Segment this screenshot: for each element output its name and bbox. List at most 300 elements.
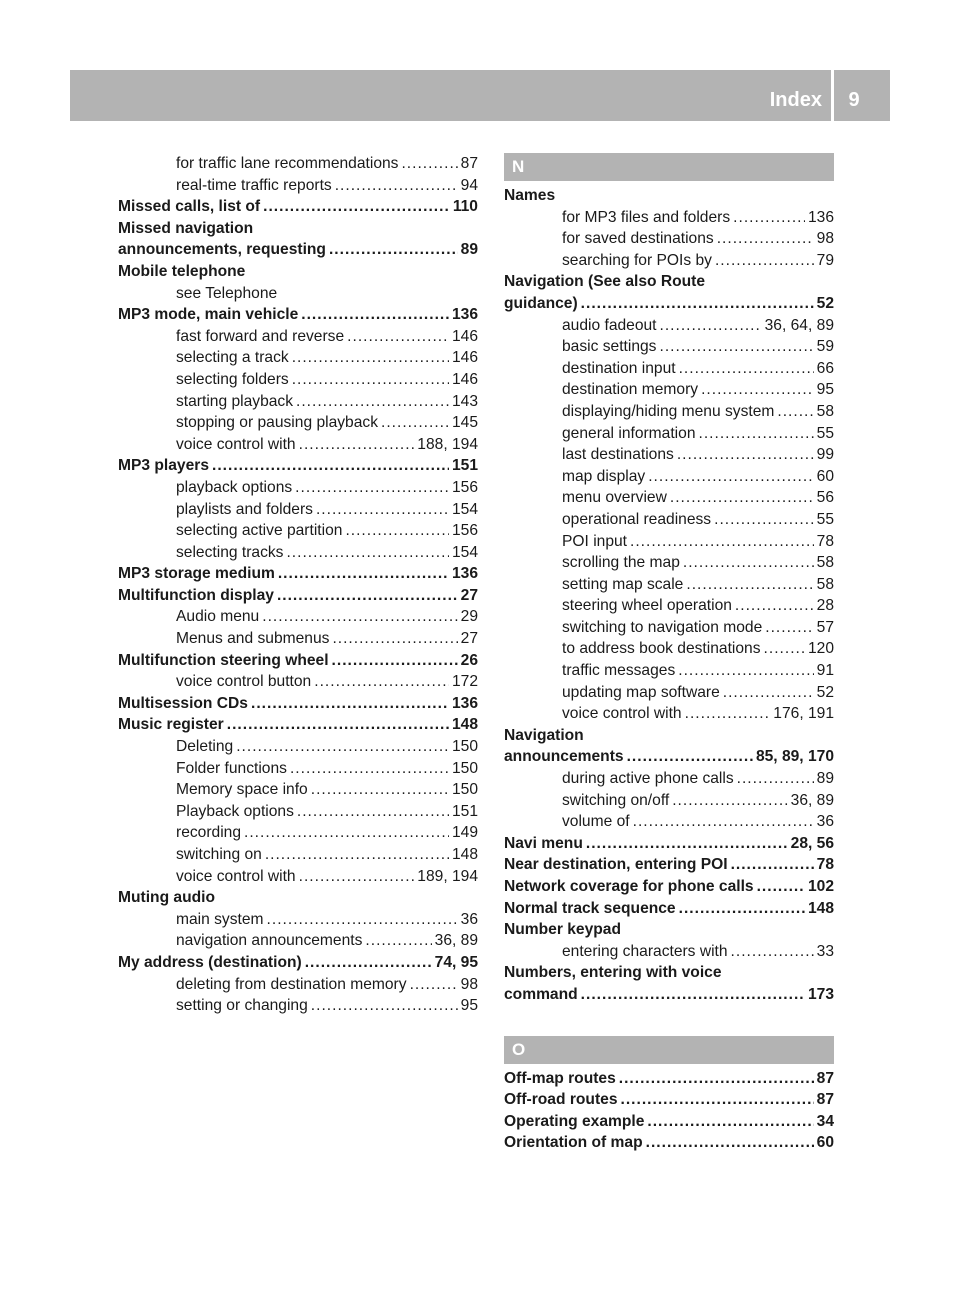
dot-leader: [581, 293, 814, 315]
page-reference: 136: [451, 694, 478, 712]
page-reference: 27: [460, 630, 478, 648]
entry-term: MP3 storage medium: [118, 565, 275, 583]
page-reference: 136: [451, 565, 478, 583]
index-subentry: [118, 779, 478, 801]
index-subentry: [118, 671, 478, 693]
section-letter-header: N: [504, 153, 834, 181]
page-reference: 136: [807, 208, 834, 226]
dot-leader: [723, 682, 814, 704]
entry-term: playlists and folders: [176, 500, 313, 518]
entry-term: traffic messages: [562, 662, 676, 680]
page-reference: 36, 89: [434, 932, 478, 950]
dot-leader: [365, 930, 431, 952]
entry-term: My address (destination): [118, 953, 302, 971]
entry-term: basic settings: [562, 338, 657, 356]
entry-term: stopping or pausing playback: [176, 414, 378, 432]
entry-term: Normal track sequence: [504, 899, 676, 917]
entry-term: Network coverage for phone calls: [504, 878, 754, 895]
entry-term: selecting tracks: [176, 543, 284, 561]
entry-term: playback options: [176, 478, 293, 496]
page-reference: 143: [451, 392, 478, 410]
entry-term: during active phone calls: [562, 770, 734, 788]
dot-leader: [735, 595, 814, 617]
page-reference: 99: [816, 446, 834, 464]
entry-term: entering characters with: [562, 942, 728, 960]
dot-leader: [329, 239, 458, 261]
index-subentry: [118, 995, 478, 1017]
index-subentry: [504, 682, 834, 704]
page-reference: 33: [816, 942, 834, 960]
dot-leader: [401, 153, 457, 175]
entry-term: Navigation: [504, 726, 584, 744]
header-divider: [831, 70, 834, 121]
entry-term: switching on: [176, 846, 262, 863]
index-subentry: [504, 660, 834, 682]
dot-leader: [265, 844, 449, 866]
index-subentry: [118, 801, 478, 823]
dot-leader: [714, 509, 814, 531]
page-reference: 55: [816, 424, 834, 442]
page-reference: 56: [816, 489, 834, 507]
dot-leader: [621, 1089, 814, 1111]
index-subentry: [504, 487, 834, 509]
dot-leader: [678, 660, 813, 682]
index-subentry: [504, 336, 834, 358]
entry-term: steering wheel operation: [562, 597, 732, 615]
page-reference: 87: [816, 1069, 834, 1087]
index-subentry: [504, 250, 834, 272]
index-entry: [504, 919, 834, 941]
index-subentry: [504, 574, 834, 596]
page-reference: 36, 89: [790, 791, 834, 809]
index-subentry: [118, 477, 478, 499]
dot-leader: [685, 703, 771, 725]
dot-leader: [777, 401, 813, 423]
index-entry: [504, 185, 834, 207]
dot-leader: [332, 628, 457, 650]
page-reference: 58: [816, 554, 834, 572]
entry-term: Mobile telephone: [118, 262, 246, 280]
index-entry: [118, 239, 478, 261]
page-reference: 66: [816, 359, 834, 377]
entry-term: Near destination, entering POI: [504, 856, 728, 874]
dot-leader: [683, 552, 814, 574]
page-reference: 94: [460, 176, 478, 194]
index-entry: [504, 1111, 834, 1133]
dot-leader: [627, 746, 753, 768]
index-column-right: [504, 153, 834, 1154]
dot-leader: [345, 520, 449, 542]
index-subentry: [118, 930, 478, 952]
index-column-left: [118, 153, 478, 1017]
dot-leader: [263, 196, 450, 218]
entry-term: MP3 mode, main vehicle: [118, 306, 299, 324]
index-entry: [118, 261, 478, 283]
entry-term: main system: [176, 910, 264, 928]
dot-leader: [381, 412, 449, 434]
index-subentry: [118, 822, 478, 844]
page-reference: 55: [816, 510, 834, 528]
page-reference: 148: [451, 716, 478, 734]
entry-term: Navi menu: [504, 834, 583, 852]
entry-term: switching to navigation mode: [562, 618, 763, 636]
index-subentry: [118, 412, 478, 434]
index-subentry: [118, 844, 478, 866]
index-entry: [504, 984, 834, 1006]
dot-leader: [316, 499, 449, 521]
dot-leader: [262, 606, 457, 628]
page-reference: 87: [816, 1091, 834, 1109]
entry-term: see Telephone: [176, 284, 278, 302]
dot-leader: [757, 876, 805, 898]
entry-term: Audio menu: [176, 608, 260, 626]
dot-leader: [305, 952, 432, 974]
page-reference: 89: [460, 241, 478, 259]
page-reference: 151: [451, 802, 478, 820]
index-subentry: [118, 520, 478, 542]
page-reference: 34: [816, 1112, 834, 1130]
dot-leader: [717, 228, 814, 250]
index-entry: [118, 887, 478, 909]
entry-term: voice control with: [562, 705, 682, 723]
index-subentry: [504, 444, 834, 466]
index-subentry: [118, 628, 478, 650]
index-subentry: [504, 228, 834, 250]
dot-leader: [277, 585, 458, 607]
index-subentry: [504, 768, 834, 790]
index-entry: [504, 293, 834, 315]
index-subentry: [118, 326, 478, 348]
page-reference: 150: [451, 781, 478, 799]
index-entry: [504, 746, 834, 768]
dot-leader: [267, 909, 458, 931]
entry-term: audio fadeout: [562, 316, 657, 334]
page-reference: 95: [816, 381, 834, 399]
page-reference: 28: [816, 597, 834, 615]
dot-leader: [295, 477, 449, 499]
dot-leader: [290, 758, 449, 780]
entry-term: for MP3 files and folders: [562, 208, 731, 226]
entry-term: Deleting: [176, 738, 234, 756]
index-subentry: [504, 703, 834, 725]
entry-term: for saved destinations: [562, 230, 714, 248]
index-subentry: [118, 434, 478, 456]
dot-leader: [311, 779, 449, 801]
index-entry: [504, 1089, 834, 1111]
entry-term: Menus and submenus: [176, 630, 330, 648]
page-reference: 176, 191: [773, 705, 834, 723]
entry-term: Muting audio: [118, 889, 216, 907]
entry-term: setting map scale: [562, 575, 684, 593]
dot-leader: [733, 207, 805, 229]
dot-leader: [286, 542, 449, 564]
index-subentry: [504, 941, 834, 963]
dot-leader: [347, 326, 449, 348]
index-subentry: [504, 811, 834, 833]
entry-term: POI input: [562, 532, 628, 550]
entry-term: Multifunction steering wheel: [118, 651, 329, 669]
page-reference: 189, 194: [417, 867, 478, 885]
dot-leader: [296, 391, 449, 413]
entry-term: voice control button: [176, 673, 312, 691]
dot-leader: [292, 369, 449, 391]
page-reference: 74, 95: [434, 953, 478, 971]
index-subentry: [504, 617, 834, 639]
section-letter-header: O: [504, 1036, 834, 1064]
page-reference: 146: [451, 327, 478, 345]
page-reference: 145: [451, 414, 478, 432]
entry-term: Multifunction display: [118, 586, 274, 604]
page-reference: 188, 194: [417, 435, 478, 453]
entry-term: destination input: [562, 359, 676, 377]
entry-term: Missed calls, list of: [118, 198, 261, 216]
dot-leader: [677, 444, 814, 466]
index-subentry: [504, 595, 834, 617]
page-reference: 102: [807, 878, 834, 895]
index-entry: [504, 898, 834, 920]
page-reference: 36: [816, 813, 834, 831]
page-reference: 149: [451, 824, 478, 842]
dot-leader: [731, 854, 814, 876]
dot-leader: [648, 466, 813, 488]
dot-leader: [335, 175, 458, 197]
entry-term: switching on/off: [562, 791, 670, 809]
entry-term: MP3 players: [118, 457, 210, 475]
entry-term: announcements: [504, 748, 624, 766]
index-subentry: [118, 369, 478, 391]
page-reference: 151: [451, 457, 478, 475]
page-reference: 156: [451, 478, 478, 496]
page-reference: 78: [816, 532, 834, 550]
dot-leader: [764, 638, 805, 660]
dot-leader: [679, 898, 805, 920]
page-reference: 154: [451, 543, 478, 561]
index-entry: [118, 650, 478, 672]
entry-term: Memory space info: [176, 781, 308, 799]
page-reference: 79: [816, 251, 834, 269]
page-reference: 60: [816, 467, 834, 485]
entry-term: Playback options: [176, 802, 294, 820]
page-reference: 57: [816, 618, 834, 636]
entry-term: deleting from destination memory: [176, 975, 407, 993]
index-entry: [504, 725, 834, 747]
index-entry: [504, 962, 834, 984]
dot-leader: [630, 531, 814, 553]
index-subentry: [504, 531, 834, 553]
dot-leader: [299, 434, 415, 456]
index-subentry: [504, 315, 834, 337]
page-reference: 150: [451, 738, 478, 756]
page-reference: 59: [816, 338, 834, 356]
page-reference: 29: [460, 608, 478, 626]
dot-leader: [672, 790, 787, 812]
entry-term: Orientation of map: [504, 1134, 643, 1152]
page-reference: 150: [451, 759, 478, 777]
section-gap: [504, 1006, 834, 1036]
entry-term: Number keypad: [504, 921, 621, 939]
page-reference: 87: [460, 155, 478, 172]
index-entry: [504, 854, 834, 876]
entry-term: command: [504, 985, 578, 1003]
entry-term: for traffic lane recommendations: [176, 155, 399, 172]
index-entry: [504, 271, 834, 293]
entry-term: Numbers, entering with voice: [504, 964, 722, 982]
index-subentry: [504, 379, 834, 401]
page-reference: 60: [816, 1134, 834, 1152]
index-entry: [118, 304, 478, 326]
index-subentry: [118, 347, 478, 369]
dot-leader: [646, 1132, 814, 1154]
page-reference: 78: [816, 856, 834, 874]
index-entry: [118, 952, 478, 974]
dot-leader: [619, 1068, 814, 1090]
index-entry: [504, 1132, 834, 1154]
page-reference: 136: [451, 306, 478, 324]
entry-term: Folder functions: [176, 759, 287, 777]
dot-leader: [314, 671, 449, 693]
index-subentry: [118, 758, 478, 780]
index-subentry: [118, 153, 478, 175]
page-reference: 36, 64, 89: [764, 316, 834, 334]
index-subentry: [504, 358, 834, 380]
dot-leader: [670, 487, 814, 509]
index-entry: [118, 218, 478, 240]
entry-term: destination memory: [562, 381, 699, 399]
page-reference: 172: [451, 673, 478, 691]
entry-term: searching for POIs by: [562, 251, 712, 269]
entry-term: voice control with: [176, 867, 296, 885]
page-reference: 98: [460, 975, 478, 993]
entry-term: operational readiness: [562, 510, 712, 528]
index-entry: [118, 714, 478, 736]
dot-leader: [278, 563, 449, 585]
dot-leader: [659, 336, 813, 358]
dot-leader: [647, 1111, 813, 1133]
dot-leader: [244, 822, 449, 844]
index-entry: [504, 1068, 834, 1090]
entry-term: starting playback: [176, 392, 294, 410]
dot-leader: [292, 347, 449, 369]
page-reference: 120: [807, 640, 834, 658]
page-reference: 36: [460, 910, 478, 928]
index-subentry: [504, 207, 834, 229]
dot-leader: [581, 984, 805, 1006]
index-subentry: [504, 509, 834, 531]
entry-term: selecting a track: [176, 349, 289, 367]
index-subentry: [504, 466, 834, 488]
page-reference: 26: [460, 651, 478, 669]
page-reference: 95: [460, 997, 478, 1015]
index-subentry: [504, 552, 834, 574]
dot-leader: [410, 974, 458, 996]
dot-leader: [715, 250, 814, 272]
page-reference: 173: [807, 985, 834, 1003]
entry-term: Names: [504, 187, 556, 204]
page-reference: 52: [816, 294, 834, 312]
dot-leader: [686, 574, 813, 596]
dot-leader: [227, 714, 449, 736]
index-entry: [118, 585, 478, 607]
page-reference: 154: [451, 500, 478, 518]
page-reference: 27: [460, 586, 478, 604]
index-subentry: [118, 283, 478, 305]
dot-leader: [765, 617, 813, 639]
index-subentry: [118, 909, 478, 931]
page-reference: 52: [816, 683, 834, 701]
index-subentry: [118, 974, 478, 996]
index-subentry: [118, 866, 478, 888]
entry-term: last destinations: [562, 446, 674, 464]
dot-leader: [212, 455, 449, 477]
entry-term: voice control with: [176, 435, 296, 453]
entry-term: general information: [562, 424, 696, 442]
entry-term: Operating example: [504, 1112, 645, 1130]
dot-leader: [299, 866, 415, 888]
dot-leader: [236, 736, 449, 758]
entry-term: scrolling the map: [562, 554, 680, 572]
index-subentry: [118, 391, 478, 413]
entry-term: volume of: [562, 813, 630, 831]
dot-leader: [311, 995, 458, 1017]
entry-term: Navigation (See also Route: [504, 273, 706, 291]
index-entry: [118, 693, 478, 715]
page-reference: 110: [452, 198, 478, 216]
page-reference: 148: [807, 899, 834, 917]
dot-leader: [660, 315, 762, 337]
page-reference: 91: [816, 662, 834, 680]
entry-term: fast forward and reverse: [176, 327, 345, 345]
entry-term: Multisession CDs: [118, 694, 248, 712]
entry-term: updating map software: [562, 683, 720, 701]
index-entry: [118, 455, 478, 477]
index-entry: [504, 876, 834, 898]
dot-leader: [699, 423, 814, 445]
header-title: Index: [769, 89, 822, 111]
dot-leader: [586, 833, 788, 855]
page-reference: 28, 56: [790, 834, 834, 852]
page-number: 9: [848, 89, 860, 111]
page-reference: 58: [816, 402, 834, 420]
page-reference: 146: [451, 370, 478, 388]
index-subentry: [504, 790, 834, 812]
entry-term: recording: [176, 824, 242, 842]
entry-term: menu overview: [562, 489, 667, 507]
dot-leader: [731, 941, 814, 963]
entry-term: Music register: [118, 716, 224, 734]
index-entry: [118, 563, 478, 585]
entry-term: to address book destinations: [562, 640, 761, 658]
entry-term: displaying/hiding menu system: [562, 402, 775, 420]
page-reference: 146: [451, 349, 478, 367]
entry-term: real-time traffic reports: [176, 176, 332, 194]
entry-term: selecting folders: [176, 370, 289, 388]
entry-term: Off-road routes: [504, 1091, 618, 1109]
index-subentry: [504, 401, 834, 423]
page-reference: 156: [451, 522, 478, 540]
dot-leader: [679, 358, 814, 380]
index-entry: [118, 196, 478, 218]
dot-leader: [251, 693, 449, 715]
index-subentry: [118, 542, 478, 564]
index-subentry: [118, 606, 478, 628]
index-subentry: [118, 499, 478, 521]
dot-leader: [737, 768, 814, 790]
dot-leader: [297, 801, 449, 823]
entry-term: setting or changing: [176, 997, 308, 1015]
dot-leader: [633, 811, 814, 833]
dot-leader: [301, 304, 449, 326]
index-subentry: [504, 423, 834, 445]
